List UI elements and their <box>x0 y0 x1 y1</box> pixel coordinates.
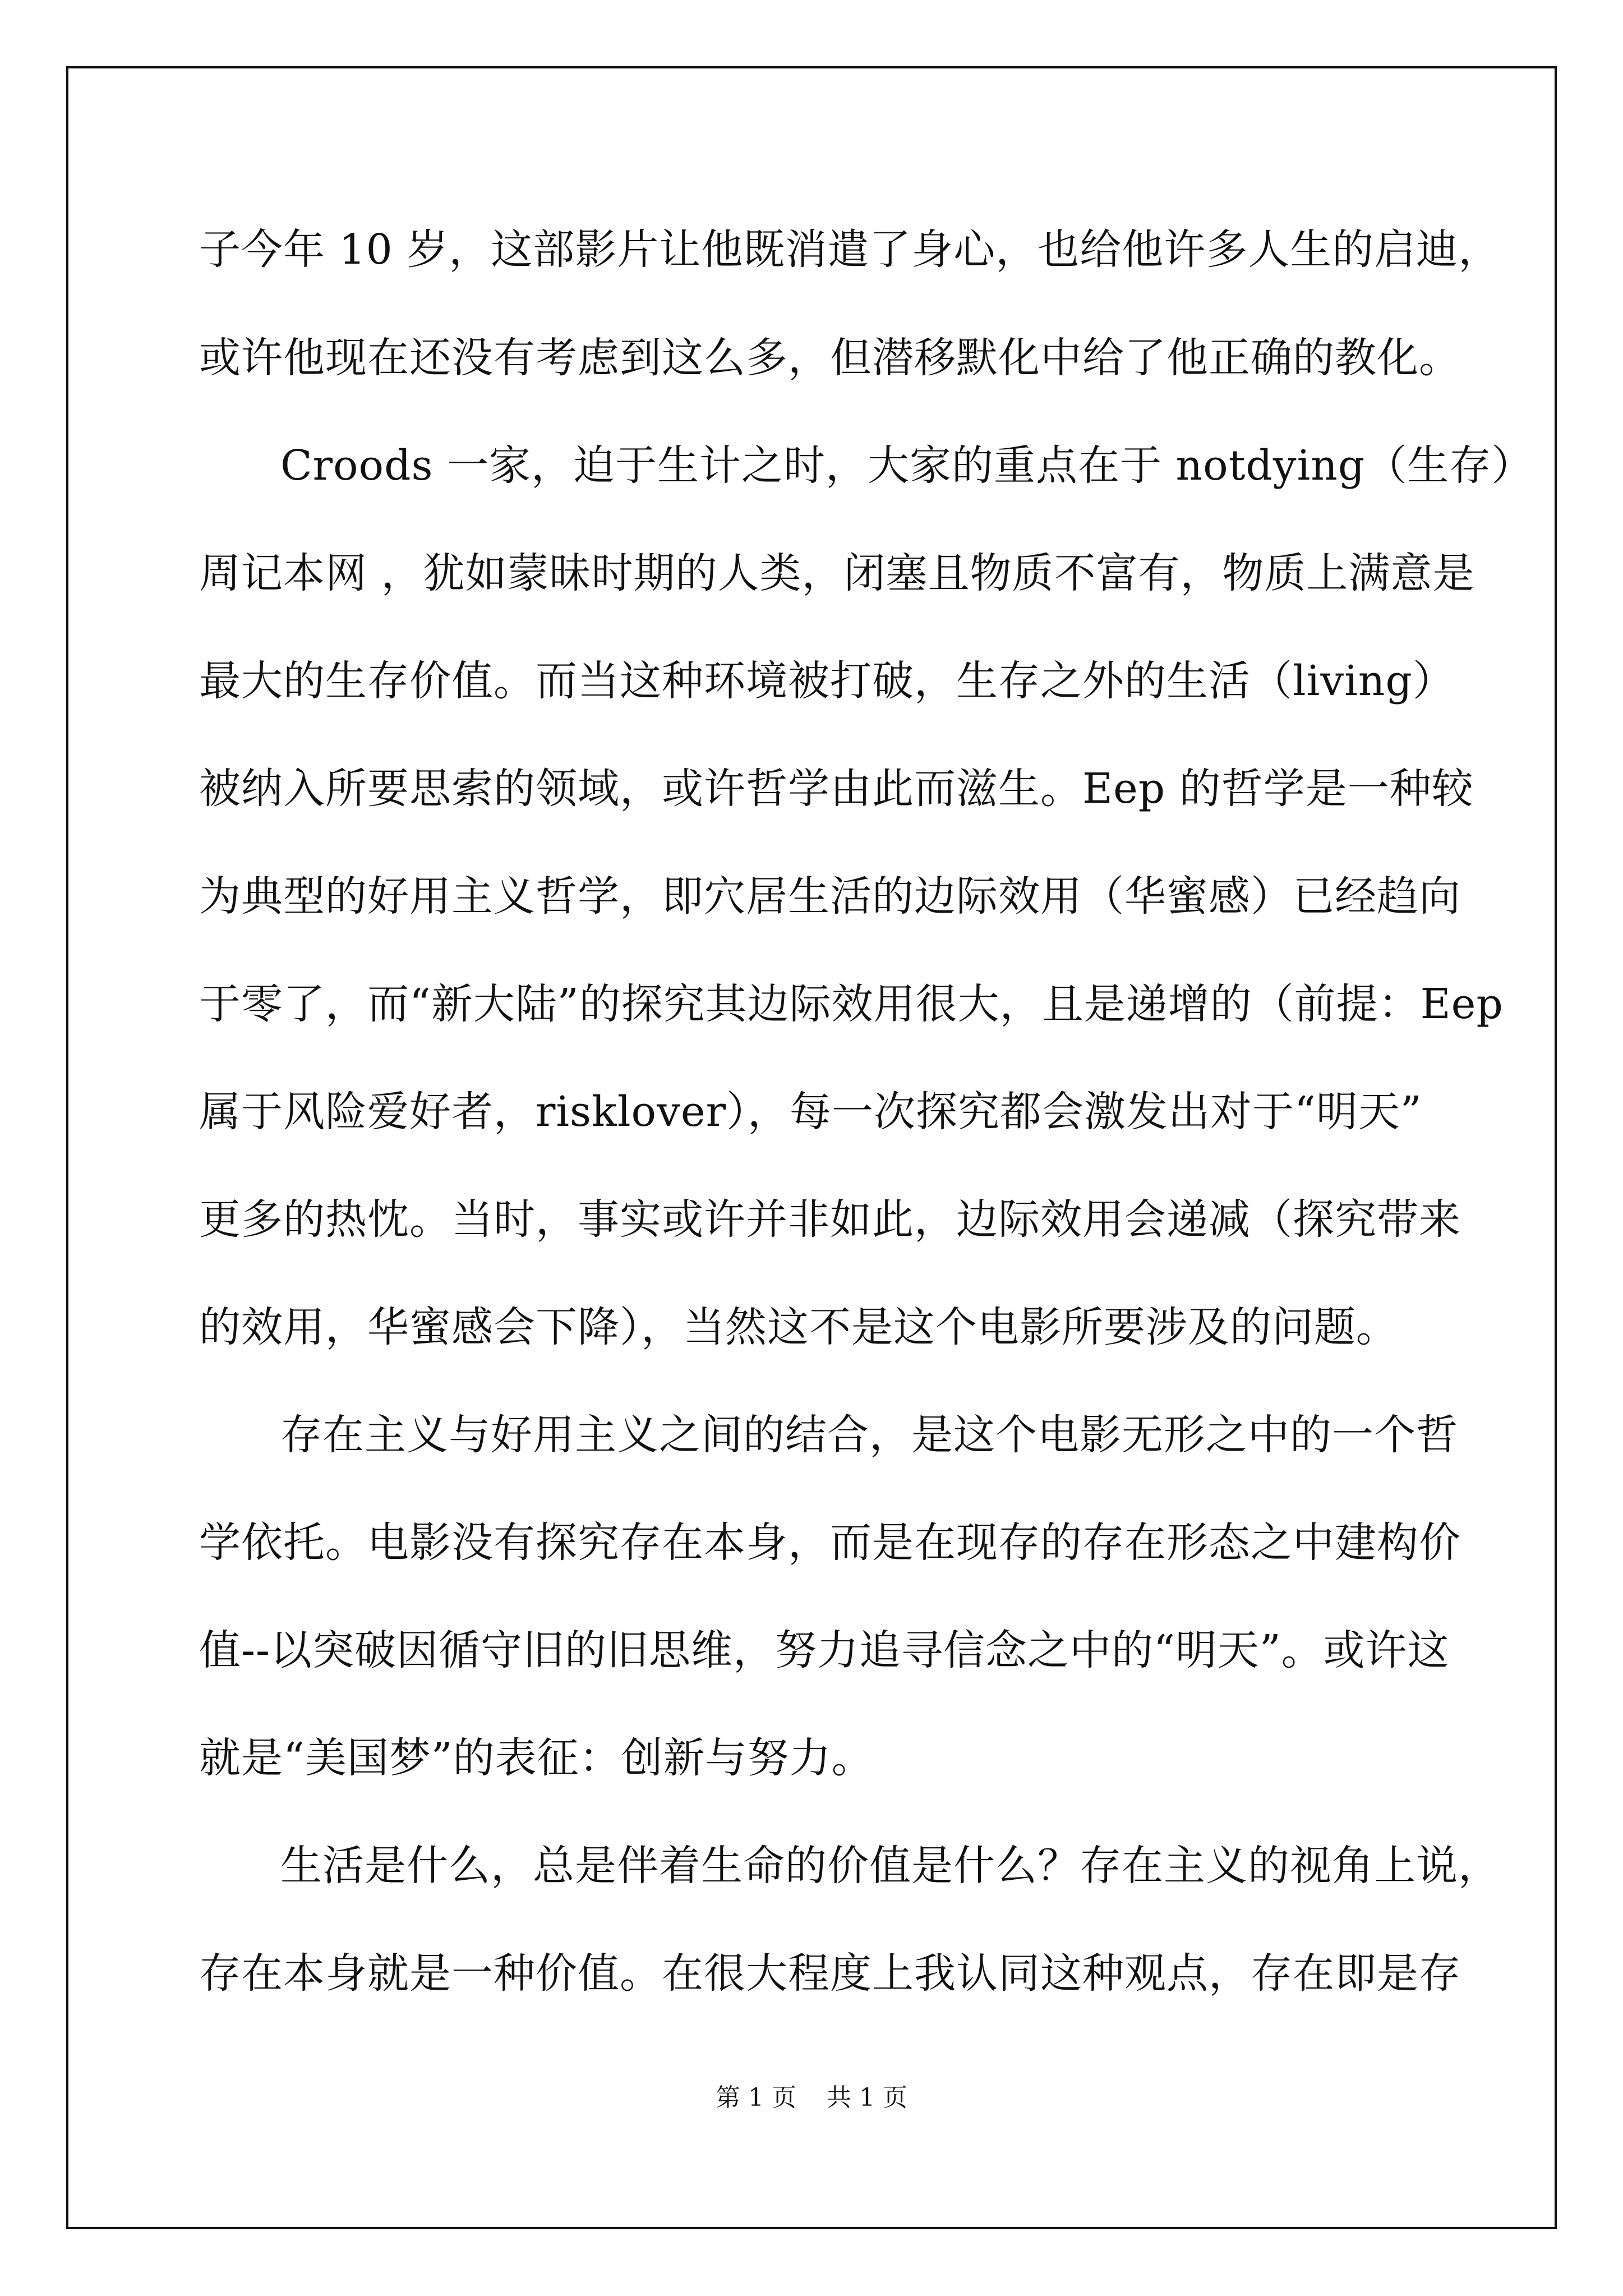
text-line: 就是“美国梦”的表征：创新与努力。 <box>199 1734 874 1782</box>
page-border <box>66 66 1557 2229</box>
page-number: 第 1 页 <box>716 2083 796 2112</box>
text-line: 子今年 10 岁，这部影片让他既消遣了身心，也给他许多人生的启迪， <box>199 226 1501 274</box>
text-line: 学依托。电影没有探究存在本身，而是在现存的存在形态之中建构价 <box>199 1519 1461 1567</box>
paragraph-start-line: 生活是什么，总是伴着生命的价值是什么？存在主义的视角上说， <box>280 1842 1500 1890</box>
paragraph-start-line: Croods 一家，迫于生计之时，大家的重点在于 notdying（生存） <box>280 441 1534 490</box>
text-line: 或许他现在还没有考虑到这么多，但潜移默化中给了他正确的教化。 <box>199 334 1461 382</box>
text-line: 值--以突破因循守旧的旧思维，努力追寻信念之中的“明天”。或许这 <box>199 1626 1450 1674</box>
text-line: 属于风险爱好者，risklover），每一次探究都会激发出对于“明天” <box>199 1088 1422 1136</box>
text-line: 存在本身就是一种价值。在很大程度上我认同这种观点，存在即是存 <box>199 1949 1461 1998</box>
text-line: 的效用，华蜜感会下降），当然这不是这个电影所要涉及的问题。 <box>199 1303 1398 1351</box>
text-line: 为典型的好用主义哲学，即穴居生活的边际效用（华蜜感）已经趋向 <box>199 872 1461 921</box>
text-line: 更多的热忱。当时，事实或许并非如此，边际效用会递减（探究带来 <box>199 1195 1461 1244</box>
page-total: 共 1 页 <box>827 2083 907 2112</box>
page-footer <box>0 2081 1623 2115</box>
text-line: 最大的生存价值。而当这种环境被打破，生存之外的生活（living） <box>199 657 1455 705</box>
text-line: 于零了，而“新大陆”的探究其边际效用很大，且是递增的（前提：Eep <box>199 980 1504 1028</box>
paragraph-start-line: 存在主义与好用主义之间的结合，是这个电影无形之中的一个哲 <box>280 1411 1458 1459</box>
text-line: 周记本网 ，犹如蒙昧时期的人类，闭塞且物质不富有，物质上满意是 <box>199 549 1475 597</box>
text-line: 被纳入所要思索的领域，或许哲学由此而滋生。Eep 的哲学是一种较 <box>199 765 1474 813</box>
